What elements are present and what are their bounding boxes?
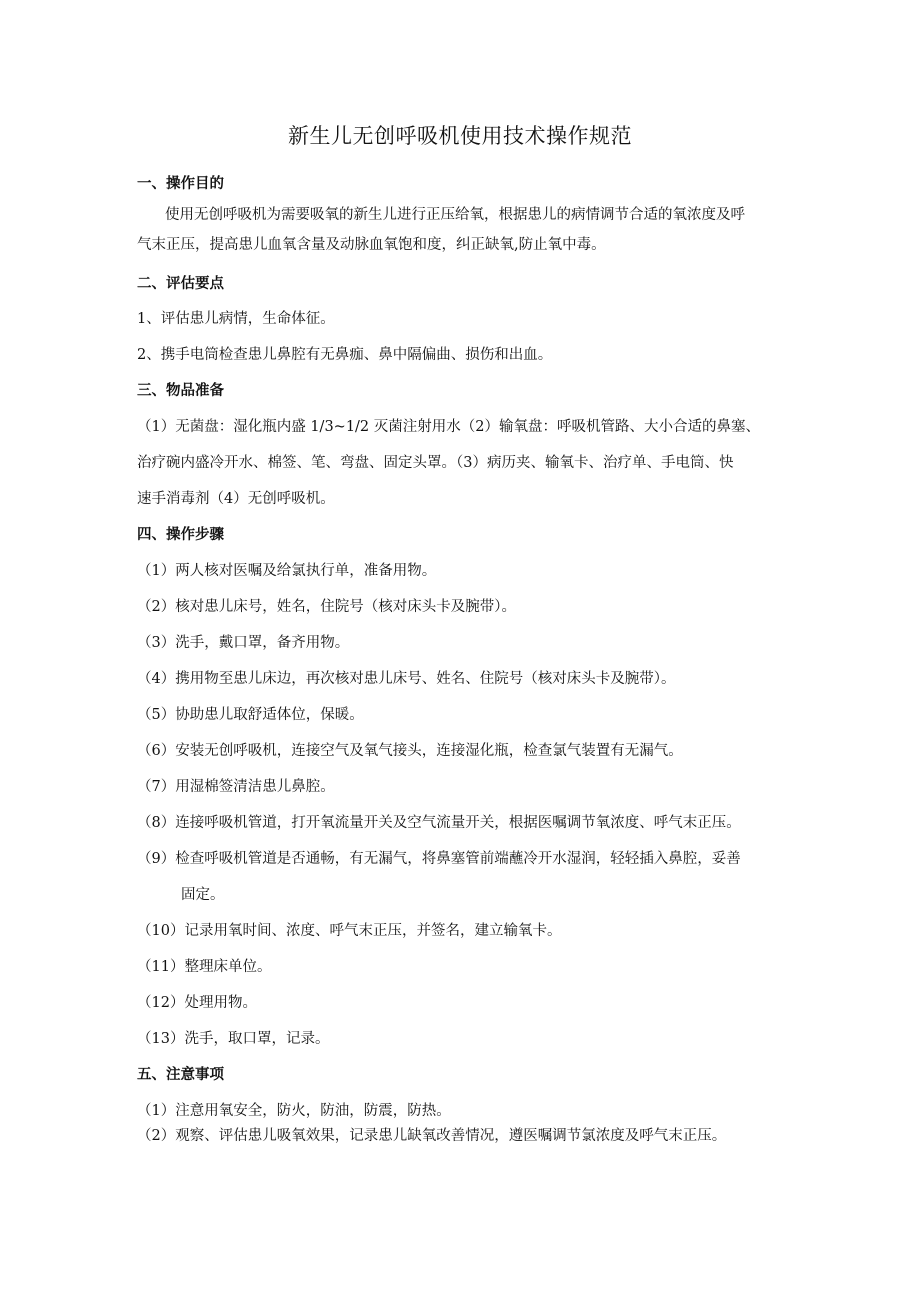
step-item: （3）洗手，戴口罩，备齐用物。 [137, 635, 350, 651]
step-item: （2）核对患儿床号，姓名，住院号（核对床头卡及腕带）。 [137, 599, 516, 615]
section-heading-notes: 五、注意事项 [137, 1067, 224, 1083]
supplies-line: 治疗碗内盛冷开水、棉签、笔、弯盘、固定头罩。（3）病历夹、输氧卡、治疗单、手电筒、快 [137, 455, 734, 471]
step-item: （9）检查呼吸机管道是否通畅，有无漏气，将鼻塞管前端蘸冷开水湿润，轻轻插入鼻腔，妥善 [137, 851, 741, 867]
step-item-continuation: 固定。 [181, 887, 225, 903]
step-item: （1）两人核对医嘱及给氯执行单，准备用物。 [137, 563, 437, 579]
step-item: （5）协助患儿取舒适体位，保暖。 [137, 707, 364, 723]
document-title: 新生儿无创呼吸机使用技术操作规范 [288, 124, 632, 148]
step-item: （10）记录用氧时间、浓度、呼气末正压，并签名，建立输氧卡。 [137, 923, 562, 939]
section-heading-purpose: 一、操作目的 [137, 176, 224, 192]
step-item: （13）洗手，取口罩，记录。 [137, 1031, 330, 1047]
step-item: （11）整理床单位。 [137, 959, 272, 975]
step-item: （7）用湿棉签清洁患儿鼻腔。 [137, 779, 335, 795]
step-item: （4）携用物至患儿床边，再次核对患儿床号、姓名、住院号（核对床头卡及腕带）。 [137, 671, 676, 687]
step-item: （12）处理用物。 [137, 995, 257, 1011]
purpose-line: 气末正压，提高患儿血氧含量及动脉血氧饱和度，纠正缺氧,防止氧中毒。 [137, 237, 606, 253]
section-heading-steps: 四、操作步骤 [137, 527, 224, 543]
step-item: （6）安装无创呼吸机，连接空气及氧气接头，连接湿化瓶，检查氯气装置有无漏气。 [137, 743, 683, 759]
note-item: （2）观察、评估患儿吸氧效果，记录患儿缺氧改善情况，遵医嘱调节氯浓度及呼气末正压。 [137, 1128, 727, 1144]
section-heading-assessment: 二、评估要点 [137, 276, 224, 292]
step-item: （8）连接呼吸机管道，打开氧流量开关及空气流量开关，根据医嘱调节氧浓度、呼气末正压。 [137, 815, 741, 831]
assessment-item: 2、携手电筒检查患儿鼻腔有无鼻痂、鼻中隔偏曲、损伤和出血。 [137, 347, 553, 363]
supplies-line: （1）无菌盘：湿化瓶内盛 1/3~1/2 灭菌注射用水（2）输氧盘：呼吸机管路、大小合适的鼻塞、 [137, 419, 760, 435]
assessment-item: 1、评估患儿病情，生命体征。 [137, 311, 335, 327]
note-item: （1）注意用氧安全，防火，防油，防震，防热。 [137, 1103, 451, 1119]
supplies-line: 速手消毒剂（4）无创呼吸机。 [137, 491, 335, 507]
section-heading-supplies: 三、物品准备 [137, 383, 224, 399]
purpose-line: 使用无创呼吸机为需要吸氧的新生儿进行正压给氧，根据患儿的病情调节合适的氧浓度及呼 [165, 207, 745, 223]
